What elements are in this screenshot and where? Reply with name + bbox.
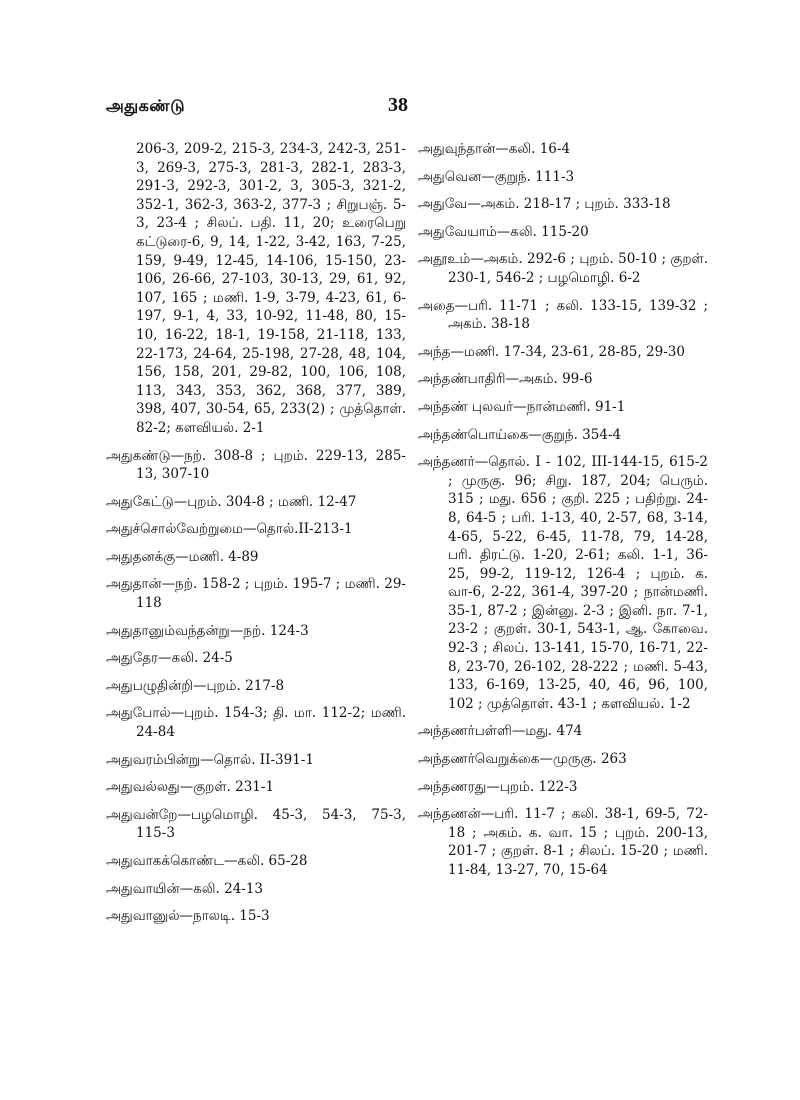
continuation-entry: 206-3, 209-2, 215-3, 234-3, 242-3, 251-3, 269-3, 275-3, 281-3, 282-1, 283-3, 291-3, 292-3, 301-2, 3, 305-3, 321-2, 352-1, 362-3, 363-2, 377-3 ; சிறுபஞ். 5-3, 23-4 ; சிலப். பதி. 11, 20; உரைபெறு கட்டுரை-6, 9, 14, 1-22, 3-42, 163, 7-25, 159, 9-49, 12-45, 14-106, 15-150, 23-106, 26-66, 27-103, 30-13, 29, 61, 92, 107, 165 ; மணி. 1-9, 3-79, 4-23, 61, 6-197, 9-1, 4, 33, 10-92, 11-48, 80, 15-10, 16-22, 18-1, 19-158, 21-118, 133, 22-173, 24-64, 25-198, 27-28, 48, 104, 156, 158, 201, 29-82, 100, 106, 108, 113, 343, 353, 362, 368, 377, 389, 398, 407, 30-54, 65, 233(2) ; முத்தொள். 82-2; களவியல். 2-1 bbox=[136, 141, 406, 436]
index-entry: அதுச்சொல்வேற்றுமை—தொல்.II-213-1 bbox=[106, 521, 353, 538]
index-entry: அதூஉம்—அகம். 292-6 ; புறம். 50-10 ; குறள். 230-1, 546-2 ; பழமொழி. 6-2 bbox=[418, 251, 708, 286]
left-column bbox=[106, 140, 406, 935]
index-entry: அதுவே—அகம். 218-17 ; புறம். 333-18 bbox=[418, 196, 671, 213]
index-entry: அந்தணன்—பரி. 11-7 ; கலி. 38-1, 69-5, 72-18 ; அகம். க. வா. 15 ; புறம். 200-13, 201-7 ; குறள். 8-1 ; சிலப். 15-20 ; மணி. 11-84, 13-27, 70, 15-64 bbox=[418, 806, 708, 878]
index-entry: அந்தணரது—புறம். 122-3 bbox=[418, 778, 578, 795]
index-entry: அந்தண் புலவர்—நான்மணி. 91-1 bbox=[418, 398, 626, 415]
index-entry: அதுவேயாம்—கலி. 115-20 bbox=[418, 223, 589, 240]
index-entry: அதுவானுல்—நாலடி. 15-3 bbox=[106, 908, 270, 925]
index-entry: அதுகேட்டு—புறம். 304-8 ; மணி. 12-47 bbox=[106, 493, 357, 510]
index-entry: அந்தண்பொய்கை—குறுந். 354-4 bbox=[418, 426, 622, 443]
index-entry: அந்த—மணி. 17-34, 23-61, 28-85, 29-30 bbox=[418, 343, 685, 360]
index-entry: அதுதேர—கலி. 24-5 bbox=[106, 650, 233, 667]
index-entry: அதை—பரி. 11-71 ; கலி. 133-15, 139-32 ; அகம். 38-18 bbox=[418, 297, 708, 333]
index-entry: அந்தண்பாதிரி—அகம். 99-6 bbox=[418, 371, 593, 388]
index-entry: அதுவென—குறுந். 111-3 bbox=[418, 168, 575, 185]
index-entry: அதுவாயின்—கலி. 24-13 bbox=[106, 880, 264, 897]
index-entry: அந்தணர்—தொல். I - 102, III-144-15, 615-2 ; முருகு. 96; சிறு. 187, 204; பெரும். 315 ; மது. 656 ; குறி. 225 ; பதிற்று. 24-8, 64-5 ; பரி. 1-13, 40, 2-57, 68, 3-14, 4-65, 5-22, 6-45, 11-78, 79, 14-28, பரி. திரட்டு. 1-20, 2-61; கலி. 1-1, 36-25, 99-2, 119-12, 126-4 ; புறம். க. வா-6, 2-22, 361-4, 397-20 ; நான்மணி. 35-1, 87-2 ; இன்னு. 2-3 ; இனி. நா. 7-1, 23-2 ; குறள். 30-1, 543-1, ஆ. கோவை. 92-3 ; சிலப். 13-141, 15-70, 16-71, 22-8, 23-70, 26-102, 28-222 ; மணி. 5-43, 133, 6-169, 13-25, 40, 46, 96, 100, 102 ; முத்தொள். 43-1 ; களவியல். 1-2 bbox=[418, 454, 708, 712]
index-entry: அந்தணர்வெறுக்கை—முருகு. 263 bbox=[418, 751, 627, 768]
index-entry: அதுபோல்—புறம். 154-3; தி. மா. 112-2; மணி. 24-84 bbox=[106, 705, 406, 741]
index-entry: அந்தணர்பள்ளி—மது. 474 bbox=[418, 723, 583, 740]
page-number: 38 bbox=[388, 94, 408, 116]
index-entry: அதுபழுதின்றி—புறம். 217-8 bbox=[106, 677, 285, 694]
index-entry: அதுகண்டு—நற். 308-8 ; புறம். 229-13, 285-13, 307-10 bbox=[106, 447, 406, 483]
index-entry: அதுவன்றே—பழமொழி. 45-3, 54-3, 75-3, 115-3 bbox=[106, 806, 406, 842]
index-entry: அதுதானும்வந்தன்று—நற். 124-3 bbox=[106, 622, 309, 639]
index-entry: அதுவல்லது—குறள். 231-1 bbox=[106, 779, 275, 796]
index-entry: அதுதனக்கு—மணி. 4-89 bbox=[106, 548, 259, 565]
index-entry: அதுவாகக்கொண்ட—கலி. 65-28 bbox=[106, 853, 308, 869]
running-head: அதுகண்டு bbox=[106, 96, 186, 115]
index-entry: அதுதான்—நற். 158-2 ; புறம். 195-7 ; மணி. 29-118 bbox=[106, 576, 406, 612]
index-entry: அதுவரம்பின்று—தொல். II-391-1 bbox=[106, 751, 314, 768]
right-column bbox=[418, 140, 708, 889]
index-entry: அதுவுந்தான்—கலி. 16-4 bbox=[418, 141, 571, 157]
